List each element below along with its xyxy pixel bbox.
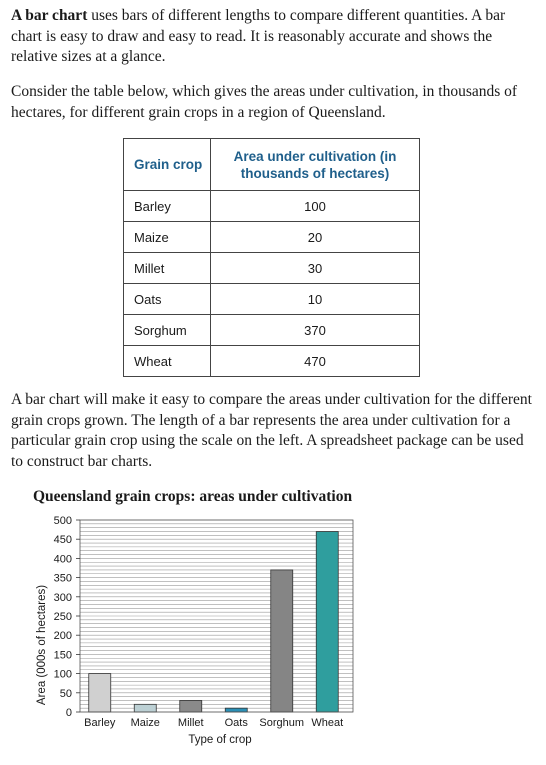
bar-oats <box>225 708 247 712</box>
table-row <box>124 315 420 346</box>
bar-maize <box>134 704 156 712</box>
y-tick-label: 500 <box>53 515 72 527</box>
crop-cell: Wheat <box>124 346 211 377</box>
column-header-crop: Grain crop <box>124 139 211 191</box>
crop-cell: Sorghum <box>124 315 211 346</box>
bar-chart <box>0 505 546 760</box>
bar-wheat <box>316 532 338 712</box>
x-tick-label: Sorghum <box>259 717 305 729</box>
area-cell: 470 <box>211 346 420 377</box>
crop-cell: Oats <box>124 284 211 315</box>
table-row <box>124 191 420 222</box>
intro-paragraph <box>11 6 531 68</box>
x-tick-label: Barley <box>84 717 116 729</box>
area-cell: 100 <box>211 191 420 222</box>
y-tick-label: 250 <box>53 611 72 623</box>
x-tick-label: Maize <box>130 717 160 729</box>
area-cell: 30 <box>211 253 420 284</box>
y-tick-label: 400 <box>53 553 72 566</box>
x-axis-title: Type of crop <box>188 734 252 746</box>
y-tick-label: 450 <box>53 534 72 547</box>
grain-crop-table <box>123 138 420 377</box>
table-header-row <box>124 139 420 191</box>
y-tick-label: 150 <box>53 649 72 662</box>
crop-cell: Millet <box>124 253 211 284</box>
x-tick-label: Millet <box>177 717 204 729</box>
table-row <box>124 284 420 315</box>
x-tick-label: Wheat <box>311 717 344 729</box>
table-row <box>124 222 420 253</box>
chart-title: Queensland grain crops: areas under cultivation <box>33 488 353 505</box>
explanation-paragraph: A bar chart will make it easy to compare the areas under cultivation for the different grain crops grown. The length of a bar represents the area under cultivation for a particular grain crop using the scale on the left. A spreadsheet package can be used to construct bar charts. <box>11 391 532 470</box>
column-header-area-text: Area under cultivation (in thousands of hectares) <box>233 148 397 181</box>
bold-term: A bar chart <box>11 7 88 24</box>
table-intro-paragraph: Consider the table below, which gives the areas under cultivation, in thousands of hectares, for different grain crops in a region of Queensland. <box>11 83 518 121</box>
x-tick-label: Oats <box>224 717 248 729</box>
y-tick-label: 100 <box>53 668 72 681</box>
y-tick-label: 350 <box>53 572 72 585</box>
crop-cell: Barley <box>124 191 211 222</box>
bar-millet <box>180 700 202 712</box>
bar-barley <box>89 674 111 712</box>
column-header-area <box>211 139 420 191</box>
y-tick-label: 200 <box>53 630 72 643</box>
y-tick-label: 0 <box>65 707 72 719</box>
table-row <box>124 253 420 284</box>
area-cell: 370 <box>211 315 420 346</box>
bar-sorghum <box>271 570 293 712</box>
area-cell: 20 <box>211 222 420 253</box>
table-row <box>124 346 420 377</box>
intro-text: uses bars of different lengths to compare different quantities. A bar chart is easy to draw and easy to read. It is reasonably accurate and shows the relative sizes at a glance. <box>11 7 506 65</box>
chart-grid <box>80 520 353 712</box>
y-tick-label: 50 <box>59 687 72 700</box>
y-axis-title: Area (000s of hectares) <box>36 584 48 706</box>
crop-cell: Maize <box>124 222 211 253</box>
area-cell: 10 <box>211 284 420 315</box>
y-tick-label: 300 <box>53 591 72 604</box>
